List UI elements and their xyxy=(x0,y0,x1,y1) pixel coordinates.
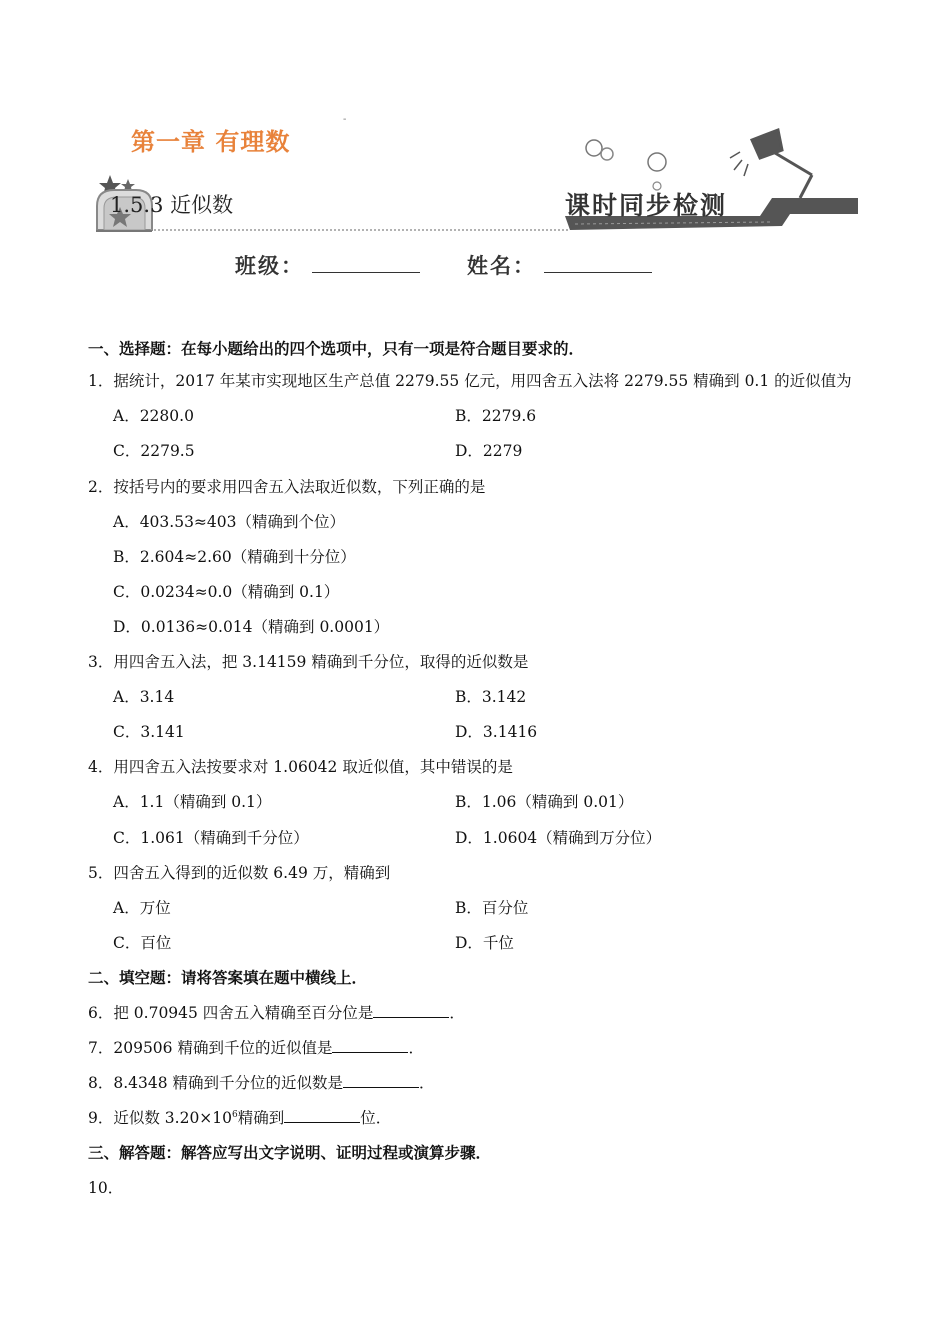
question-7 xyxy=(88,1036,424,1058)
question-8-text: 8．8.4348 精确到千分位的近似数是 xyxy=(88,1074,344,1092)
question-3-option-c: C．3.141 xyxy=(113,723,185,741)
question-9-exponent: 6 xyxy=(232,1109,238,1120)
section-title: 1.5.3 近似数 xyxy=(110,193,234,217)
section2-heading: 二、填空题：请将答案填在题中横线上． xyxy=(88,969,368,987)
question-6 xyxy=(88,1001,465,1023)
bubble-icon xyxy=(601,148,613,160)
question-4-option-a: A．1.1（精确到 0.1） xyxy=(113,793,272,811)
question-6-text: 6．把 0.70945 四舍五入精确至百分位是 xyxy=(88,1004,374,1022)
question-5-option-b: B．百分位 xyxy=(455,899,529,917)
question-5-stem: 5．四舍五入得到的近似数 6.49 万，精确到 xyxy=(88,864,391,882)
question-1-option-c: C．2279.5 xyxy=(113,442,195,460)
question-3-option-b: B．3.142 xyxy=(455,688,527,706)
class-blank[interactable] xyxy=(312,252,420,273)
question-8-end: ． xyxy=(419,1074,435,1092)
question-6-blank[interactable] xyxy=(373,1003,449,1018)
chapter-title: 第一章 有理数 xyxy=(131,128,291,156)
question-8-blank[interactable] xyxy=(343,1073,419,1088)
question-2-option-d: D．0.0136≈0.014（精确到 0.0001） xyxy=(113,618,390,636)
name-field xyxy=(467,250,652,280)
question-6-end: ． xyxy=(449,1004,465,1022)
question-9 xyxy=(88,1106,391,1128)
class-label: 班级： xyxy=(235,253,304,278)
question-9-mid: 精确到 xyxy=(237,1109,285,1127)
question-5-option-d: D．千位 xyxy=(455,934,514,952)
question-8 xyxy=(88,1071,435,1093)
question-2-option-a: A．403.53≈403（精确到个位） xyxy=(113,513,346,531)
name-label: 姓名： xyxy=(467,253,536,278)
svg-text:-: - xyxy=(343,114,347,125)
question-1-stem: 1．据统计，2017 年某市实现地区生产总值 2279.55 亿元，用四舍五入法将 2279.55 精确到 0.1 的近似值为 xyxy=(88,372,852,390)
question-9-text: 9．近似数 3.20×10 xyxy=(88,1109,233,1127)
question-3-option-d: D．3.1416 xyxy=(455,723,538,741)
question-1-option-d: D．2279 xyxy=(455,442,523,460)
question-1-option-a: A．2280.0 xyxy=(113,407,194,425)
question-4-option-c: C．1.061（精确到千分位） xyxy=(113,829,309,847)
section1-heading: 一、选择题：在每小题给出的四个选项中，只有一项是符合题目要求的． xyxy=(88,340,585,358)
banner-title: 课时同步检测 xyxy=(565,191,728,220)
question-5-option-a: A．万位 xyxy=(113,899,171,917)
question-9-blank[interactable] xyxy=(284,1108,360,1123)
question-7-text: 7．209506 精确到千位的近似值是 xyxy=(88,1039,333,1057)
question-5-option-c: C．百位 xyxy=(113,934,172,952)
question-2-option-b: B．2.604≈2.60（精确到十分位） xyxy=(113,548,356,566)
bubble-icon xyxy=(648,153,666,171)
section3-heading: 三、解答题：解答应写出文字说明、证明过程或演算步骤． xyxy=(88,1144,492,1162)
question-4-option-b: B．1.06（精确到 0.01） xyxy=(455,793,634,811)
question-2-option-c: C．0.0234≈0.0（精确到 0.1） xyxy=(113,583,340,601)
question-4-option-d: D．1.0604（精确到万分位） xyxy=(455,829,662,847)
question-10: 10． xyxy=(88,1179,124,1197)
question-3-option-a: A．3.14 xyxy=(113,688,175,706)
question-7-end: ． xyxy=(408,1039,424,1057)
question-3-stem: 3．用四舍五入法，把 3.14159 精确到千分位，取得的近似数是 xyxy=(88,653,529,671)
question-1-option-b: B．2279.6 xyxy=(455,407,537,425)
name-blank[interactable] xyxy=(544,252,652,273)
question-9-end: 位． xyxy=(360,1109,392,1127)
bubble-icon xyxy=(586,140,602,156)
question-4-stem: 4．用四舍五入法按要求对 1.06042 取近似值，其中错误的是 xyxy=(88,758,513,776)
class-field xyxy=(235,250,420,280)
question-2-stem: 2．按括号内的要求用四舍五入法取近似数，下列正确的是 xyxy=(88,478,486,496)
question-7-blank[interactable] xyxy=(332,1038,408,1053)
desk-lamp-icon xyxy=(730,130,812,198)
